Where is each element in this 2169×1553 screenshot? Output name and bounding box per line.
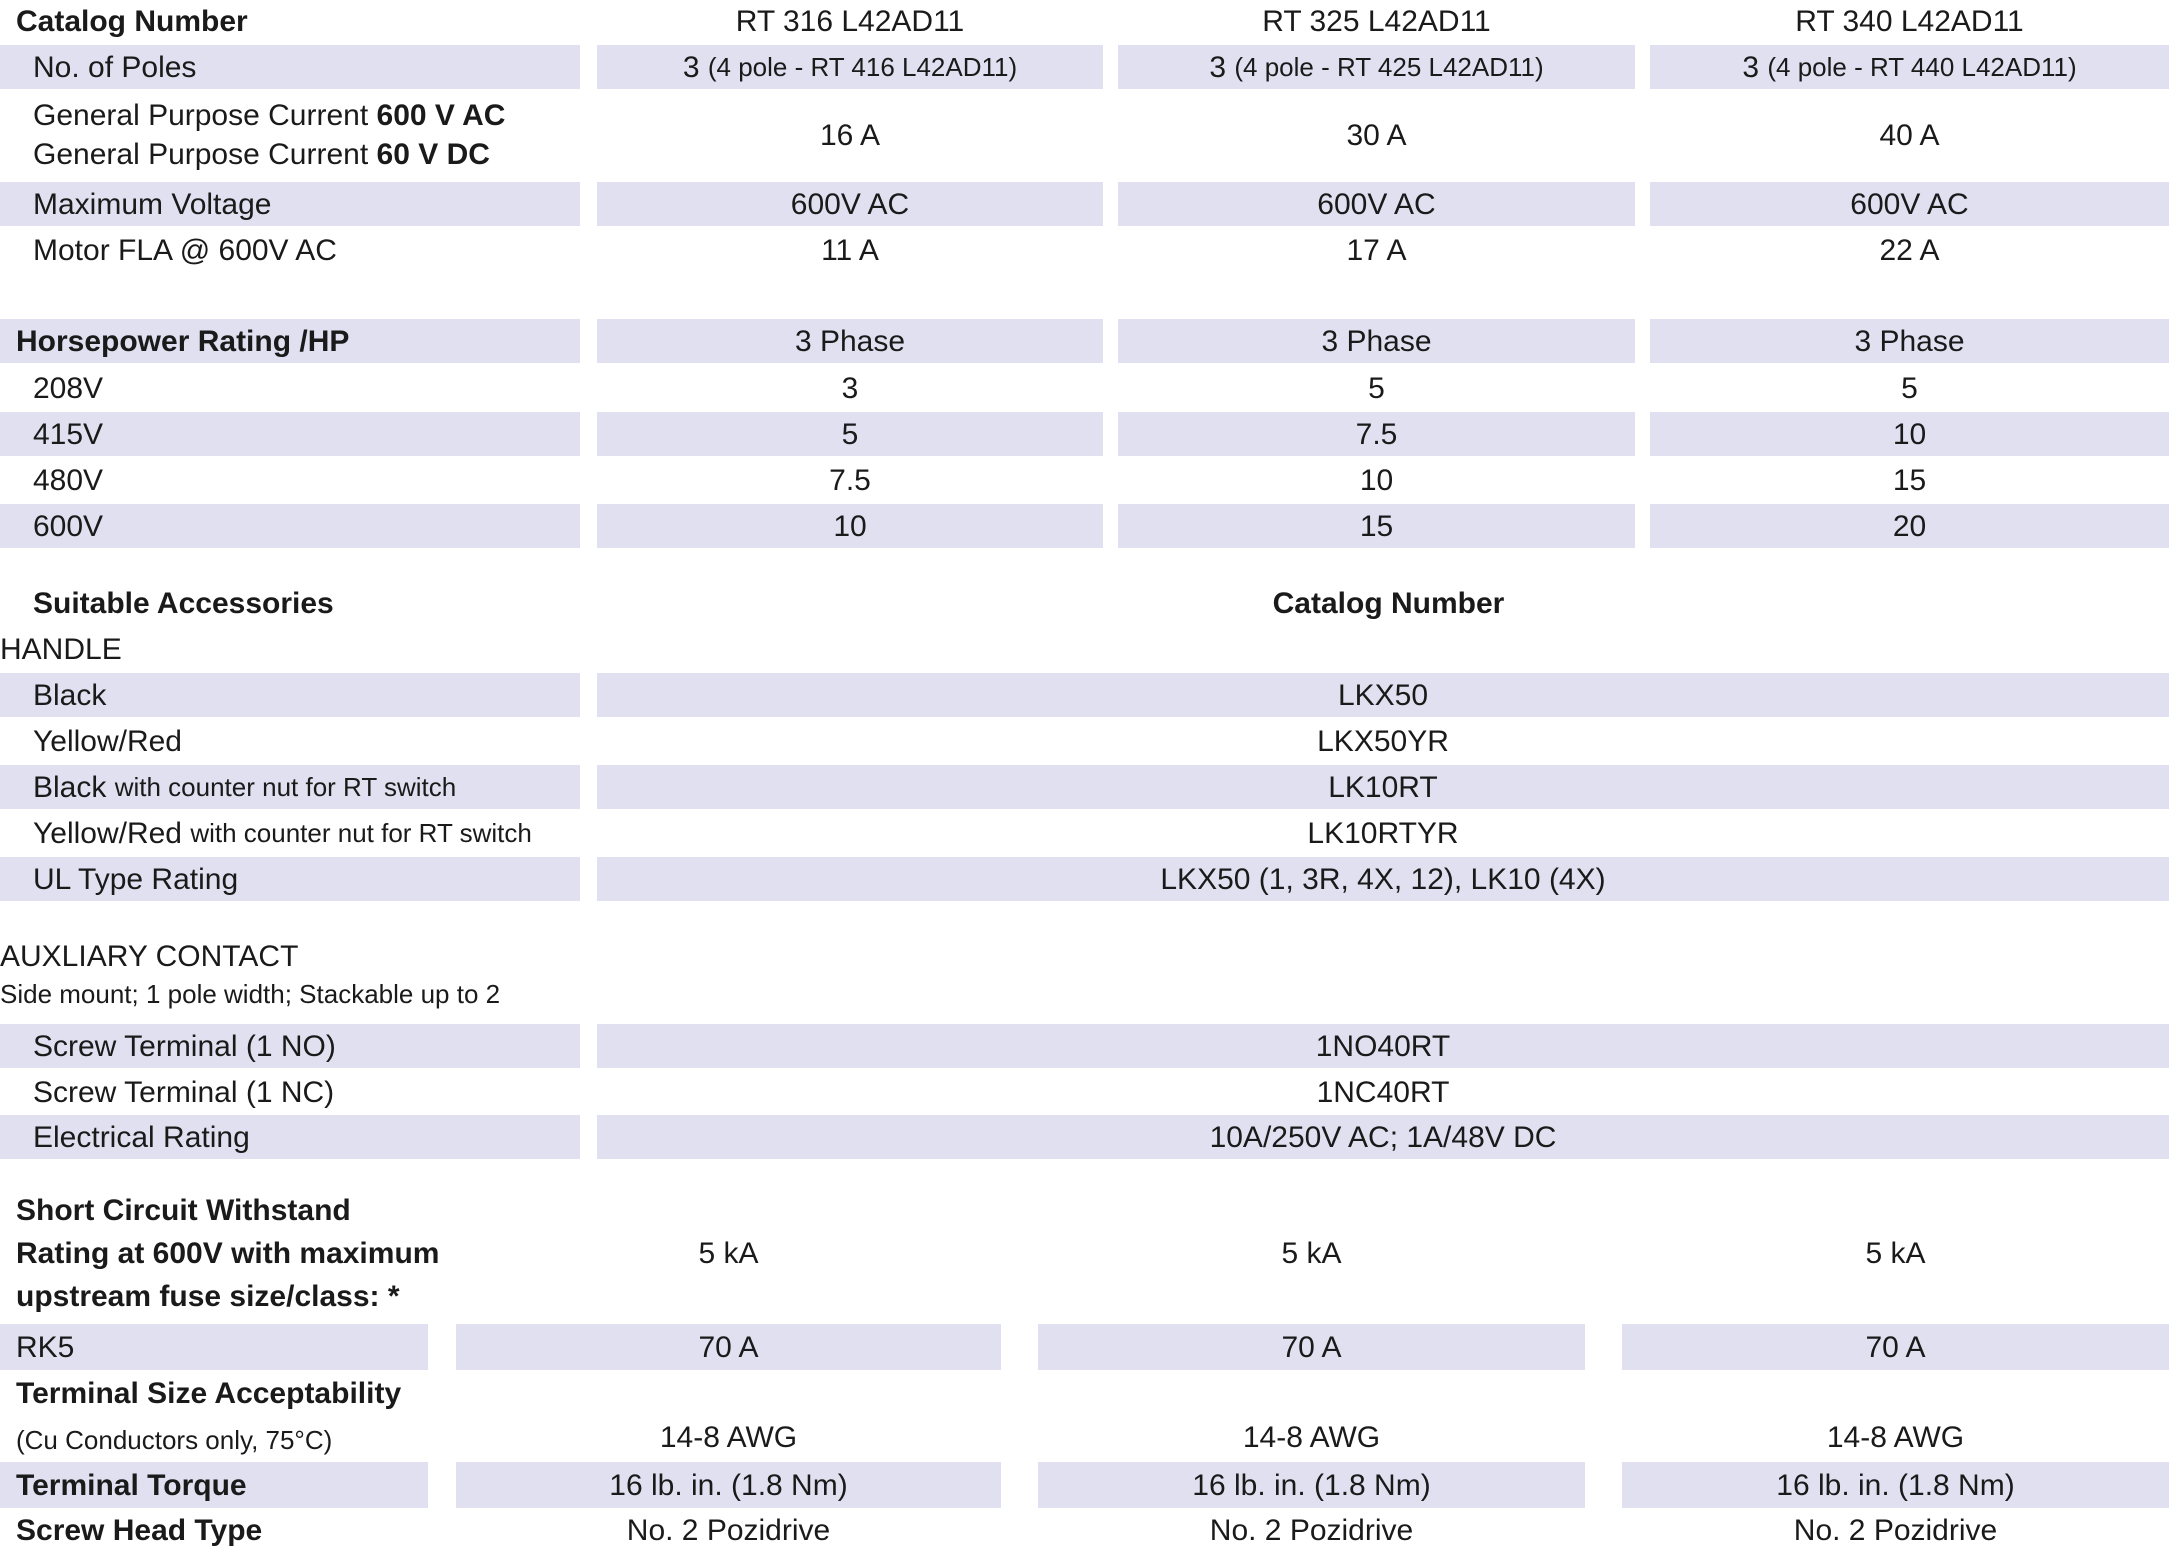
motor-fla-label: Motor FLA @ 600V AC	[33, 233, 337, 267]
hp-value: 7.5	[829, 463, 871, 497]
hp-phase-3: 3 Phase	[1650, 319, 2169, 363]
aux-row	[0, 1024, 2169, 1068]
hp-voltage-label: 600V	[0, 504, 580, 548]
handle-row	[0, 857, 2169, 901]
aux-row	[0, 1070, 2169, 1114]
catalog-number-heading: Catalog Number	[16, 4, 248, 38]
hp-voltage-label: 208V	[33, 371, 104, 405]
hp-voltage-label: 415V	[0, 412, 580, 456]
gp-current-label	[0, 92, 580, 178]
max-voltage-value-2: 600V AC	[1118, 182, 1635, 226]
accessories-header-row	[0, 580, 2169, 626]
aux-heading-row	[0, 934, 2169, 978]
hp-value: 10	[597, 504, 1103, 548]
handle-heading-row	[0, 626, 2169, 672]
rk5-label: RK5	[0, 1324, 428, 1370]
screw-head-value-2: No. 2 Pozidrive	[1209, 1514, 1414, 1547]
hp-value: 15	[1892, 463, 1927, 497]
terminal-size-label: Terminal Size Acceptability (Cu Conductors only, 75°C)	[16, 1377, 402, 1456]
hp-row-415	[0, 412, 2169, 456]
rk5-value-1: 70 A	[456, 1324, 1001, 1370]
poles-label: No. of Poles	[0, 45, 580, 89]
aux-row	[0, 1115, 2169, 1159]
hp-value: 20	[1650, 504, 2169, 548]
gp-current-ac-line: General Purpose Current 600 V AC	[33, 99, 506, 132]
hp-value: 10	[1359, 463, 1394, 497]
hp-value: 15	[1118, 504, 1635, 548]
handle-value: LKX50 (1, 3R, 4X, 12), LK10 (4X)	[597, 857, 2169, 901]
hp-row-600	[0, 504, 2169, 548]
motor-fla-value-2: 17 A	[1346, 233, 1407, 267]
model-3: RT 340 L42AD11	[1795, 4, 2024, 38]
rk5-row	[0, 1324, 2169, 1370]
hp-value: 5	[1901, 371, 1918, 405]
gp-current-value-3: 40 A	[1879, 118, 1940, 152]
short-circuit-value-3: 5 kA	[1865, 1236, 1926, 1270]
handle-label: Black	[0, 673, 580, 717]
short-circuit-label: Short Circuit Withstand Rating at 600V with maximum upstream fuse size/class: *	[16, 1193, 440, 1313]
handle-row	[0, 765, 2169, 809]
aux-subheading-row	[0, 976, 2169, 1012]
model-1: RT 316 L42AD11	[735, 4, 965, 38]
motor-fla-row	[0, 228, 2169, 272]
terminal-size-row	[0, 1370, 2169, 1462]
hp-value: 10	[1650, 412, 2169, 456]
gp-current-value-2: 30 A	[1346, 118, 1407, 152]
rk5-value-3: 70 A	[1622, 1324, 2169, 1370]
poles-note-1: (4 pole - RT 416 L42AD11)	[707, 51, 1018, 82]
aux-heading: AUXLIARY CONTACT	[0, 939, 299, 973]
terminal-torque-value-2: 16 lb. in. (1.8 Nm)	[1038, 1462, 1585, 1508]
handle-value: LK10RTYR	[1307, 816, 1459, 850]
poles-value-3	[1650, 45, 2169, 89]
handle-label: UL Type Rating	[0, 857, 580, 901]
terminal-torque-value-1: 16 lb. in. (1.8 Nm)	[456, 1462, 1001, 1508]
short-circuit-value-1: 5 kA	[698, 1236, 759, 1270]
model-2: RT 325 L42AD11	[1262, 4, 1491, 38]
terminal-size-value-3: 14-8 AWG	[1826, 1421, 1965, 1454]
aux-label: Screw Terminal (1 NO)	[0, 1024, 580, 1068]
motor-fla-value-3: 22 A	[1879, 233, 1940, 267]
handle-label: Yellow/Red	[33, 724, 182, 758]
hp-value: 5	[1368, 371, 1385, 405]
screw-head-value-1: No. 2 Pozidrive	[626, 1514, 831, 1547]
handle-row	[0, 673, 2169, 717]
aux-subheading: Side mount; 1 pole width; Stackable up to 2	[0, 978, 501, 1009]
handle-value: LKX50	[597, 673, 2169, 717]
handle-row	[0, 719, 2169, 763]
handle-heading: HANDLE	[0, 632, 122, 666]
poles-row	[0, 45, 2169, 89]
screw-head-label: Screw Head Type	[16, 1514, 263, 1547]
poles-note-2: (4 pole - RT 425 L42AD11)	[1234, 51, 1544, 82]
hp-row-208	[0, 366, 2169, 410]
aux-value: 1NC40RT	[1316, 1075, 1450, 1109]
max-voltage-value-3: 600V AC	[1650, 182, 2169, 226]
gp-current-dc-line: General Purpose Current 60 V DC	[33, 138, 490, 171]
max-voltage-row	[0, 182, 2169, 226]
poles-note-3: (4 pole - RT 440 L42AD11)	[1767, 51, 2077, 82]
screw-head-row	[0, 1508, 2169, 1553]
hp-value: 7.5	[1118, 412, 1635, 456]
terminal-size-value-1: 14-8 AWG	[659, 1421, 798, 1454]
terminal-torque-row	[0, 1462, 2169, 1508]
handle-label: Yellow/Red with counter nut for RT switch	[33, 816, 532, 850]
aux-label: Screw Terminal (1 NC)	[33, 1075, 335, 1109]
hp-value: 3	[841, 371, 859, 405]
gp-current-value-1: 16 A	[819, 118, 881, 152]
handle-row	[0, 811, 2169, 855]
aux-label: Electrical Rating	[0, 1115, 580, 1159]
short-circuit-row	[0, 1184, 2169, 1322]
rk5-value-2: 70 A	[1038, 1324, 1585, 1370]
terminal-torque-label: Terminal Torque	[0, 1462, 428, 1508]
poles-main-2: 3	[1209, 50, 1227, 84]
terminal-torque-value-3: 16 lb. in. (1.8 Nm)	[1622, 1462, 2169, 1508]
poles-value-2	[1118, 45, 1635, 89]
handle-label: Black with counter nut for RT switch	[0, 765, 580, 809]
poles-main-1: 3	[682, 50, 700, 84]
header-row	[0, 0, 2169, 42]
accessories-heading: Suitable Accessories	[33, 586, 334, 620]
max-voltage-label: Maximum Voltage	[0, 182, 580, 226]
aux-value: 1NO40RT	[597, 1024, 2169, 1068]
gp-current-row	[0, 92, 2169, 178]
screw-head-value-3: No. 2 Pozidrive	[1793, 1514, 1998, 1547]
poles-value-1	[597, 45, 1103, 89]
hp-heading: Horsepower Rating /HP	[0, 319, 580, 363]
terminal-size-value-2: 14-8 AWG	[1242, 1421, 1381, 1454]
hp-voltage-label: 480V	[33, 463, 104, 497]
short-circuit-value-2: 5 kA	[1281, 1236, 1342, 1270]
accessories-catalog-heading: Catalog Number	[1272, 586, 1505, 620]
hp-header-row	[0, 319, 2169, 363]
hp-value: 5	[597, 412, 1103, 456]
poles-main-3: 3	[1742, 50, 1760, 84]
motor-fla-value-1: 11 A	[821, 233, 879, 267]
handle-value: LK10RT	[597, 765, 2169, 809]
aux-value: 10A/250V AC; 1A/48V DC	[597, 1115, 2169, 1159]
hp-row-480	[0, 458, 2169, 502]
hp-phase-2: 3 Phase	[1118, 319, 1635, 363]
handle-value: LKX50YR	[1317, 724, 1449, 758]
max-voltage-value-1: 600V AC	[597, 182, 1103, 226]
hp-phase-1: 3 Phase	[597, 319, 1103, 363]
